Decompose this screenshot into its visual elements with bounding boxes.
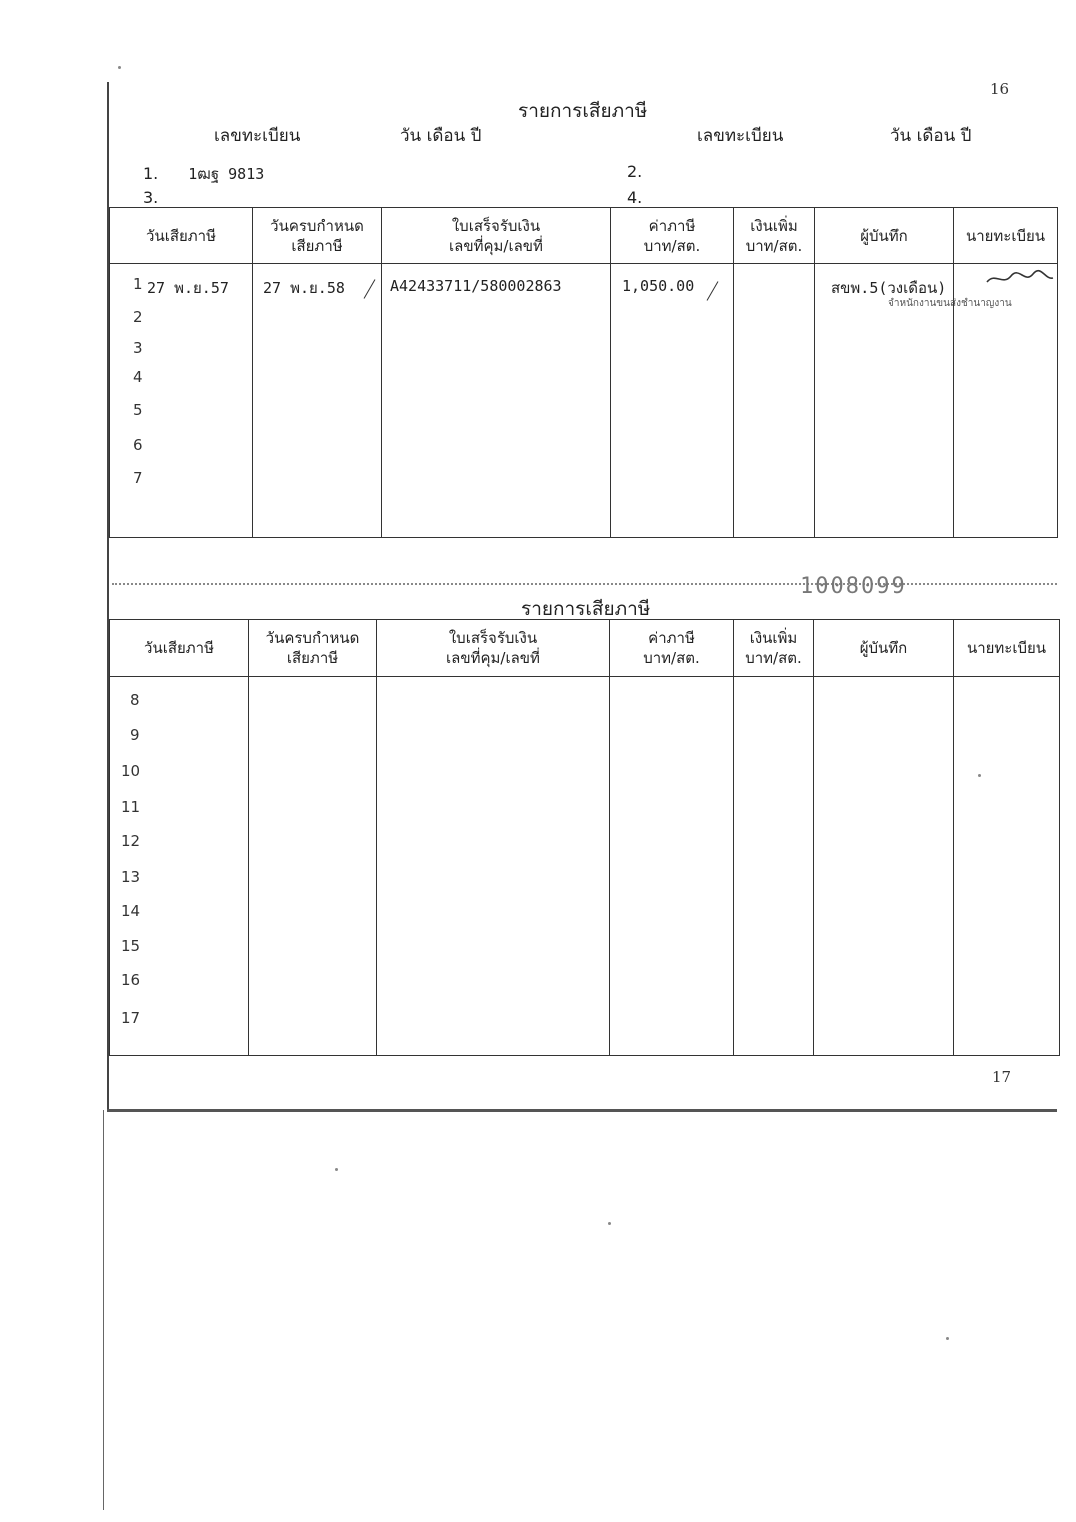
tax-table-upper: [109, 207, 1058, 538]
col-header-recorder: ผู้บันทึก: [814, 620, 954, 677]
row-number: 5: [133, 401, 143, 419]
scan-speck: [946, 1337, 949, 1340]
col-header-recorder: ผู้บันทึก: [815, 208, 954, 264]
col-header-surcharge: เงินเพิ่ม บาท/สต.: [734, 208, 815, 264]
entry-tax-date: 27 พ.ย.57: [147, 279, 229, 297]
row-number: 8: [130, 691, 140, 709]
col-header-due-date: วันครบกำหนด เสียภาษี: [253, 208, 382, 264]
row-number: 11: [121, 798, 141, 816]
label-reg-no-right: เลขทะเบียน: [697, 126, 784, 146]
registration-number-4: 4.: [627, 188, 643, 207]
scan-speck: [118, 66, 121, 69]
scan-speck: [608, 1222, 611, 1225]
col-header-registrar: นายทะเบียน: [954, 620, 1060, 677]
table-header-row: [110, 620, 1060, 677]
col-header-tax-date: วันเสียภาษี: [110, 620, 249, 677]
registration-line-3: [143, 188, 188, 207]
official-stamp-text: จำหนักงานขนส่งชำนาญงาน: [888, 298, 1012, 309]
page-left-border-lower: [103, 1110, 104, 1510]
col-header-tax-amount: ค่าภาษี บาท/สต.: [610, 620, 734, 677]
label-date-right: วัน เดือน ปี: [890, 126, 972, 146]
page-bottom-rule: [107, 1109, 1057, 1112]
registration-line-2: [627, 162, 672, 181]
tax-table-lower: [109, 619, 1060, 1056]
col-header-receipt: ใบเสร็จรับเงิน เลขที่คุม/เลขที่: [377, 620, 610, 677]
col-header-due-date: วันครบกำหนด เสียภาษี: [249, 620, 377, 677]
row-number: 9: [130, 726, 140, 744]
entry-tax-amount: 1,050.00: [622, 277, 695, 295]
label-date-left: วัน เดือน ปี: [400, 126, 482, 146]
serial-number: 1008099: [800, 574, 907, 599]
col-header-receipt: ใบเสร็จรับเงิน เลขที่คุม/เลขที่: [382, 208, 611, 264]
col-header-registrar: นายทะเบียน: [954, 208, 1058, 264]
row-number: 17: [121, 1009, 141, 1027]
row-number: 3: [133, 339, 143, 357]
entry-recorder: สขพ.5(วงเดือน): [831, 279, 947, 297]
row-number: 15: [121, 937, 141, 955]
table-header-row: [110, 208, 1058, 264]
label-reg-no-left: เลขทะเบียน: [214, 126, 301, 146]
row-number: 6: [133, 436, 143, 454]
scan-speck: [335, 1168, 338, 1171]
col-header-tax-amount: ค่าภาษี บาท/สต.: [611, 208, 734, 264]
section-title-lower: รายการเสียภาษี: [521, 598, 651, 620]
scan-speck: [978, 774, 981, 777]
row-number: 14: [121, 902, 141, 920]
row-number: 10: [121, 762, 141, 780]
registration-line-4: [627, 188, 672, 207]
row-number: 16: [121, 971, 141, 989]
registration-line-1: [143, 162, 264, 186]
registration-value-1: 1ฒฐ 9813: [188, 165, 265, 183]
col-header-surcharge: เงินเพิ่ม บาท/สต.: [734, 620, 814, 677]
section-title-upper: รายการเสียภาษี: [518, 100, 648, 122]
signature-icon: [985, 268, 1055, 290]
row-number: 13: [121, 868, 141, 886]
col-header-tax-date: วันเสียภาษี: [110, 208, 253, 264]
row-number: 7: [133, 469, 143, 487]
row-number: 1: [133, 275, 143, 293]
entry-receipt: A42433711/580002863: [390, 277, 562, 295]
registration-number-1: 1.: [143, 164, 159, 183]
row-number: 12: [121, 832, 141, 850]
perforation-divider: [112, 583, 1057, 585]
row-number: 2: [133, 308, 143, 326]
page-number-bottom: 17: [992, 1068, 1012, 1086]
page-number-top: 16: [990, 80, 1010, 98]
registration-number-2: 2.: [627, 162, 643, 181]
row-number: 4: [133, 368, 143, 386]
table-body-row: [110, 677, 1060, 1056]
registration-number-3: 3.: [143, 188, 159, 207]
entry-due-date: 27 พ.ย.58: [263, 279, 345, 297]
